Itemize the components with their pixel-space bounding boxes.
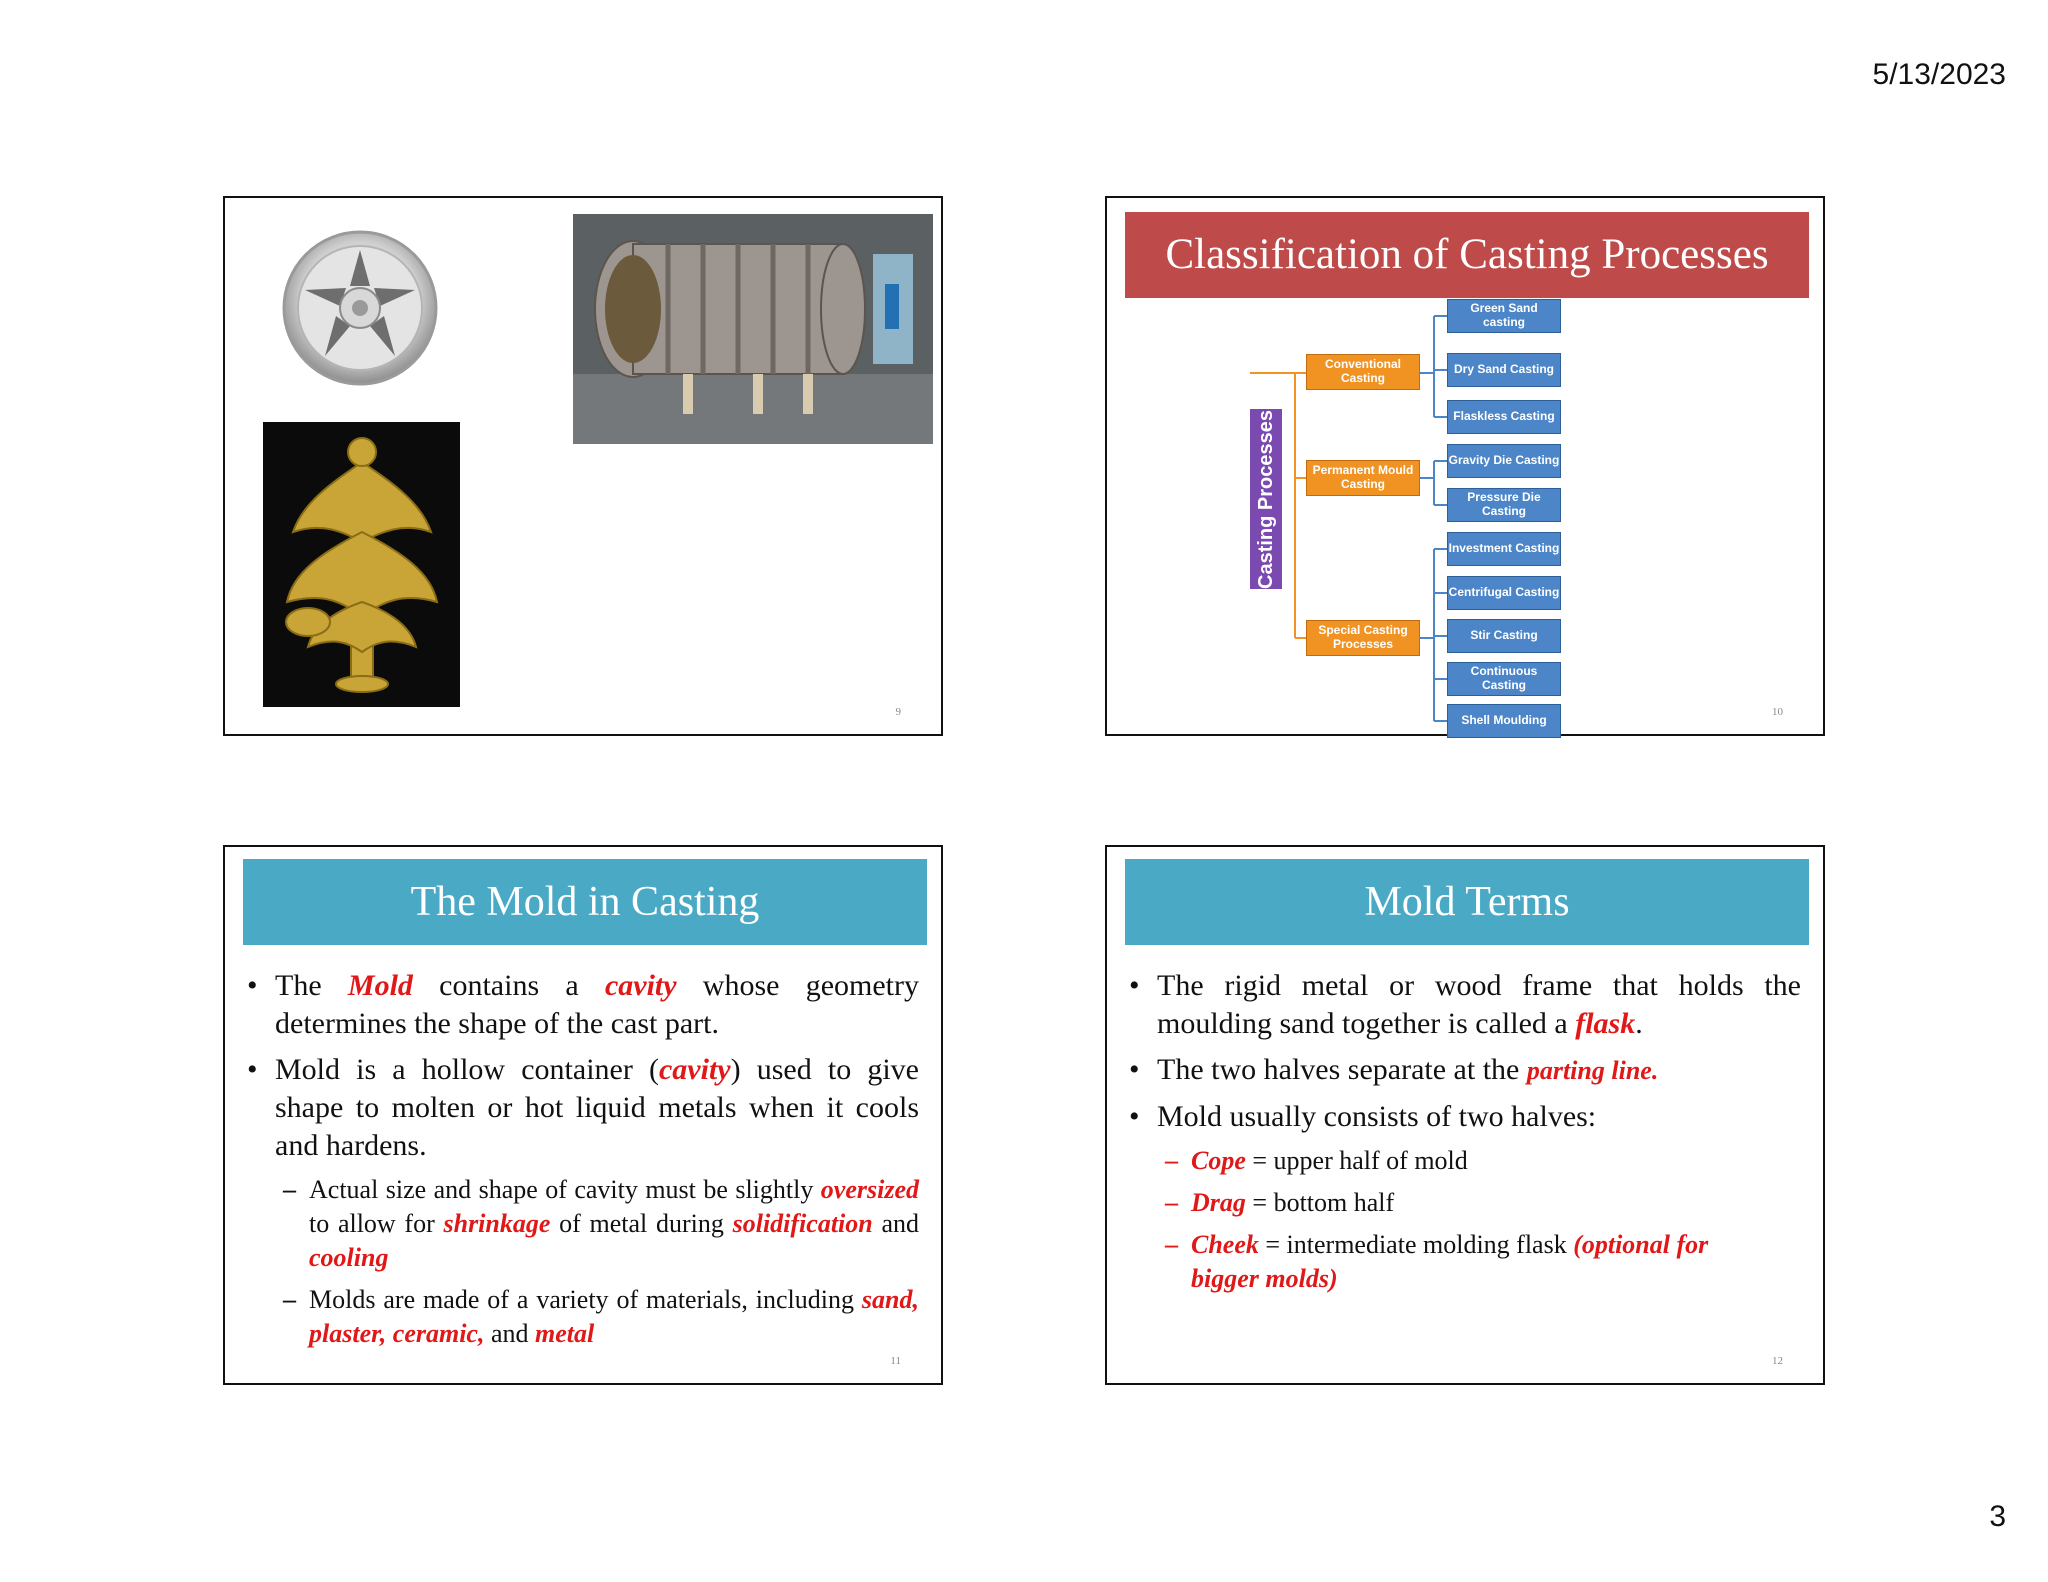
slide-number: 11 [890,1355,901,1367]
slide-title: The Mold in Casting [243,859,927,945]
diagram-leaf: Continuous Casting [1447,662,1561,696]
diagram-leaf: Shell Moulding [1447,704,1561,738]
bullet: • The Mold contains a cavity whose geometry determines the shape of the cast part. [245,967,919,1043]
diagram-leaf: Flaskless Casting [1447,400,1561,434]
diagram-root-label: Casting Processes [1254,409,1277,589]
diagram-leaf: Gravity Die Casting [1447,444,1561,478]
page-number: 3 [1989,1500,2006,1533]
bullet: • The rigid metal or wood frame that holds the moulding sand together is called a flask. [1127,967,1801,1043]
gold-sculpture-image [263,422,460,707]
sub-bullet: – Drag = bottom half [1127,1186,1801,1220]
diagram-group: Permanent Mould Casting [1306,460,1420,496]
diagram-leaf: Stir Casting [1447,619,1561,653]
alloy-wheel-image [280,228,440,388]
bullet: • Mold usually consists of two halves: [1127,1098,1801,1136]
bullet-list [1127,967,1801,1304]
slide-12 [1105,845,1825,1385]
slide-number: 10 [1772,706,1783,718]
slide-number: 12 [1772,1355,1783,1367]
slide-11 [223,845,943,1385]
bullet-list [245,967,919,1359]
diagram-leaf: Investment Casting [1447,532,1561,566]
sub-bullet: – Molds are made of a variety of materials, including sand, plaster, ceramic, and metal [245,1283,919,1351]
diagram-leaf: Dry Sand Casting [1447,353,1561,387]
slide-10 [1105,196,1825,736]
diagram-leaf: Green Sand casting [1447,299,1561,333]
diagram-group: Special Casting Processes [1306,620,1420,656]
bullet: • The two halves separate at the parting line. [1127,1051,1801,1090]
diagram-leaf: Centrifugal Casting [1447,576,1561,610]
diagram-leaf: Pressure Die Casting [1447,488,1561,522]
sub-bullet: – Cope = upper half of mold [1127,1144,1801,1178]
slide-9 [223,196,943,736]
slide-title: Mold Terms [1125,859,1809,945]
turbine-casting-image [573,214,933,444]
header-date: 5/13/2023 [1872,58,2006,91]
slide-number: 9 [895,706,901,718]
diagram-root [1250,409,1282,589]
sub-bullet: – Cheek = intermediate molding flask (optional for bigger molds) [1127,1228,1801,1296]
sub-bullet: – Actual size and shape of cavity must be slightly oversized to allow for shrinkage of metal during solidification and cooling [245,1173,919,1275]
classification-diagram [1107,198,1827,738]
diagram-group: Conventional Casting [1306,354,1420,390]
slide-title: Classification of Casting Processes [1125,212,1809,298]
bullet: • Mold is a hollow container (cavity) used to give shape to molten or hot liquid metals when it cools and hardens. [245,1051,919,1165]
